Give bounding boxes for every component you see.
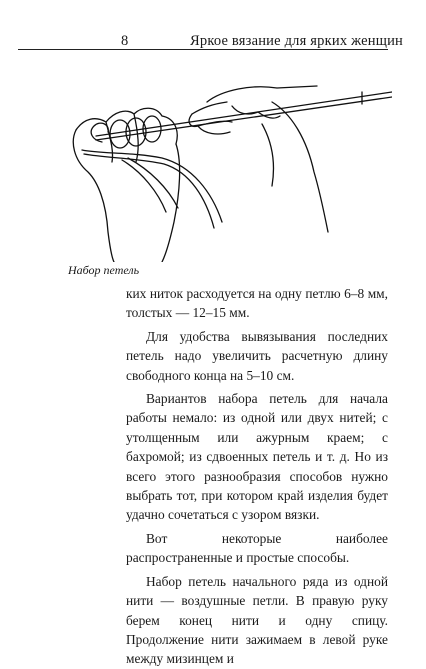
page-number: 8 <box>121 33 129 49</box>
paragraph: Для удобства вывязывания последних петель надо увеличить расчетную длину свободного конца на 5–10 см. <box>126 328 388 383</box>
paragraph: Вот некоторые наиболее распространенные и простые способы. <box>126 530 388 566</box>
running-title: Яркое вязание для ярких женщин <box>190 33 404 49</box>
paragraph: Вариантов набора петель для начала работы немало: из одной или двух нитей; с утолщенным или ажурным краем; с бахромой; из сдвоенных петель и т. д. Но из всего этого разнообразия способов нужно выбрать тот, при котором край изделия будет удачно сочетаться с узором вязки. <box>126 391 388 523</box>
header-rule <box>18 49 388 50</box>
paragraph: Набор петель начального ряда из одной нити — воздушные петли. В правую руку берем конец нити и одну спицу. Продолжение нити зажимаем в левой руке между мизинцем и <box>126 573 388 667</box>
running-header <box>18 33 404 53</box>
figure-caption: Набор петель <box>68 263 140 277</box>
right-hand <box>192 86 328 232</box>
paragraph: ких ниток расходуется на одну петлю 6–8 мм, толстых — 12–15 мм. <box>126 286 388 321</box>
body-text <box>126 284 388 669</box>
yarn <box>82 150 222 222</box>
knitting-hands-illustration <box>62 62 392 262</box>
